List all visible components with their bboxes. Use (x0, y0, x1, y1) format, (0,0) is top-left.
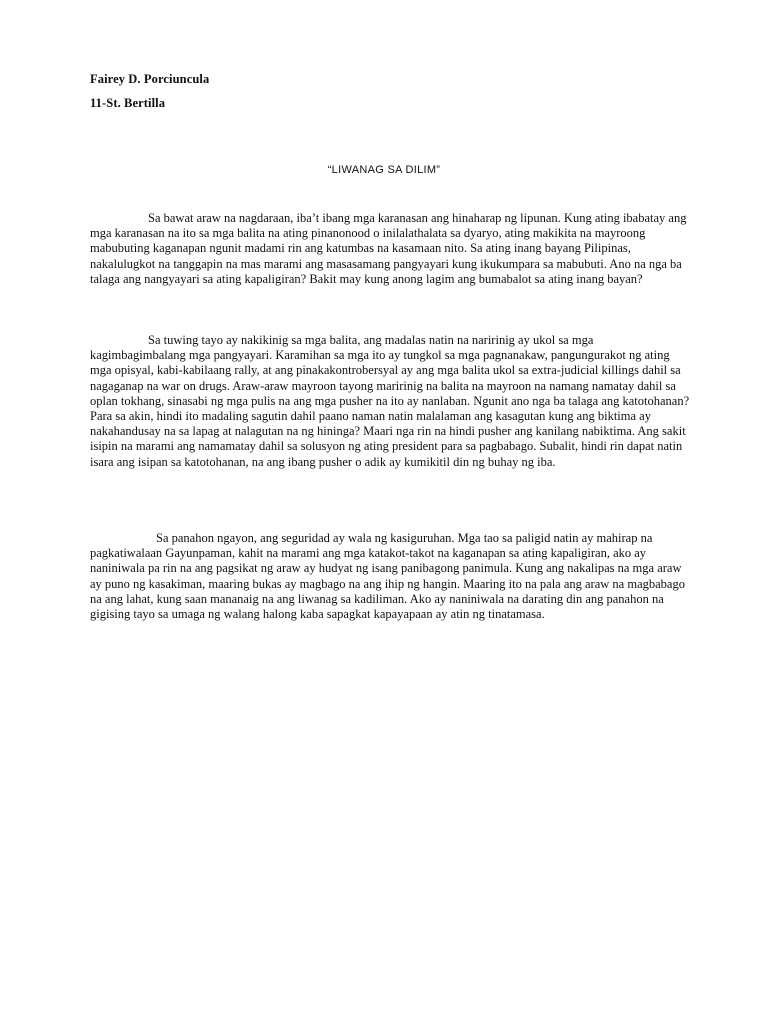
paragraph-3: Sa panahon ngayon, ang seguridad ay wala ng kasiguruhan. Mga tao sa paligid natin ay mahirap na pagkatiwalaan Gayunpaman, kahit na marami ang mga katakot-takot na kaganapan sa ating kapaligiran, ako ay naniniwala pa rin na ang pagsikat ng araw ay hudyat ng isang panibagong panimula. Kung ang nakalipas na mga araw ay puno ng kasakiman, maaring bukas ay magbago na ang ihip ng hangin. Maaring ito na pala ang araw na magbabago na ang lahat, kung saan mananaig na ang liwanag sa kadiliman. Ako ay naniniwala na darating din ang panahon na gigising tayo sa umaga ng walang halong kaba sapagkat kapayapaan ay atin ng tinatamasa. (90, 531, 685, 622)
student-section: 11-St. Bertilla (90, 96, 166, 110)
author-name: Fairey D. Porciuncula (90, 72, 210, 86)
paragraph-2: Sa tuwing tayo ay nakikinig sa mga balita, ang madalas natin na naririnig ay ukol sa mga kagimbagimbalang mga pangyayari. Karamihan sa mga ito ay tungkol sa mga pagnanakaw, pangungurakot ng ating mga opisyal, kabi-kabilaang rally, at ang pinakakontrobersyal ay ang mga balita ukol sa extra-judicial killings dahil sa nagaganap na war on drugs. Araw-araw mayroon tayong maririnig na balita na mayroon na namang namatay dahil sa oplan tokhang, sinasabi ng mga pulis na ang mga pusher na ito ay nanlaban. Ngunit ano nga ba talaga ang katotohanan? Para sa akin, hindi ito madaling sagutin dahil paano naman natin malalaman ang kasagutan kung ang biktima ay nakahandusay na sa lapag at nalagutan na ng hininga? Maari nga rin na hindi pusher ang kanilang nabiktima. Ang sakit isipin na marami ang namamatay dahil sa solusyon ng ating president para sa pagbabago. Subalit, hindi rin dapat natin isara ang isipan sa katotohanan, na ang ibang pusher o adik ay kumikitil din ng buhay ng iba. (90, 333, 690, 469)
paragraph-1: Sa bawat araw na nagdaraan, iba’t ibang mga karanasan ang hinaharap ng lipunan. Kung ating ibabatay ang mga karanasan na ito sa mga balita na ating pinanonood o inilalathalata sa dyaryo, ating makikita na mayroong mabubuting kaganapan ngunit madami rin ang katumbas na kasamaan nito. Sa ating inang bayang Pilipinas, nakalulugkot na tanggapin na mas marami ang masasamang pangyayari kung ikukumpara sa mabubuti. Ano na nga ba talaga ang nangyayari sa ating kapaligiran? Bakit may kung anong lagim ang bumabalot sa ating inang bayan? (90, 211, 687, 286)
essay-title: “LIWANAG SA DILIM” (327, 164, 441, 176)
